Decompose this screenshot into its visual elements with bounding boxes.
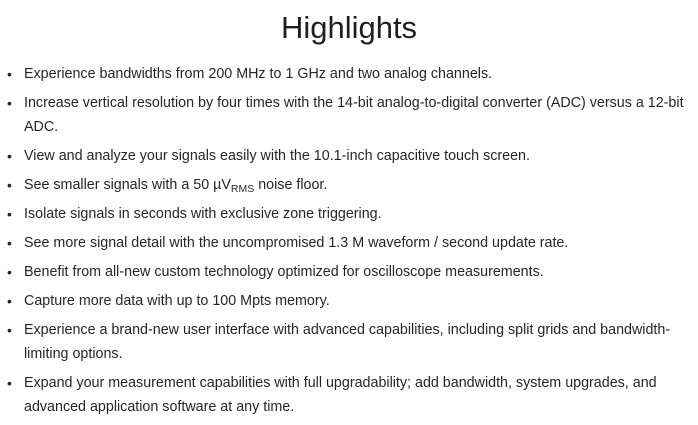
- list-item: [0, 260, 698, 284]
- list-item: [0, 144, 698, 168]
- list-item-text: See more signal detail with the uncompromised 1.3 M waveform / second update rate.: [24, 235, 569, 251]
- rms-subscript: RMS: [230, 183, 255, 195]
- list-item-text: View and analyze your signals easily with the 10.1-inch capacitive touch screen.: [24, 148, 530, 164]
- bullet-icon: •: [7, 148, 12, 164]
- bullet-icon: •: [7, 375, 12, 391]
- list-item-text: Expand your measurement capabilities with full upgradability; add bandwidth, system upgrades, and advanced application software at any time.: [24, 375, 657, 415]
- list-item: [0, 62, 698, 86]
- list-item: [0, 231, 698, 255]
- bullet-icon: •: [7, 177, 12, 193]
- page-title: Highlights: [280, 10, 418, 45]
- list-item-text: Isolate signals in seconds with exclusive zone triggering.: [24, 206, 382, 222]
- list-item-text: Experience bandwidths from 200 MHz to 1 GHz and two analog channels.: [24, 66, 493, 82]
- list-item: [0, 173, 698, 197]
- bullet-icon: •: [7, 66, 12, 82]
- bullet-icon: •: [7, 235, 12, 251]
- list-item: [0, 371, 698, 419]
- highlights-list: [0, 62, 698, 424]
- list-item-text: Experience a brand-new user interface with advanced capabilities, including split grids and bandwidth-limiting options.: [24, 322, 671, 362]
- bullet-icon: •: [7, 264, 12, 280]
- list-item-text-end: noise floor.: [254, 177, 328, 193]
- list-item-text-start: See smaller signals with a 50 µV: [24, 177, 231, 193]
- list-item-text: Increase vertical resolution by four times with the 14-bit analog-to-digital converter (ADC) versus a 12-bit ADC.: [24, 95, 684, 135]
- list-item: [0, 318, 698, 366]
- list-item: [0, 289, 698, 313]
- bullet-icon: •: [7, 293, 12, 309]
- list-item-text: Benefit from all-new custom technology optimized for oscilloscope measurements.: [24, 264, 544, 280]
- bullet-icon: •: [7, 95, 12, 111]
- bullet-icon: •: [7, 206, 12, 222]
- list-item-text: Capture more data with up to 100 Mpts memory.: [24, 293, 330, 309]
- list-item: [0, 91, 698, 139]
- list-item: [0, 202, 698, 226]
- bullet-icon: •: [7, 322, 12, 338]
